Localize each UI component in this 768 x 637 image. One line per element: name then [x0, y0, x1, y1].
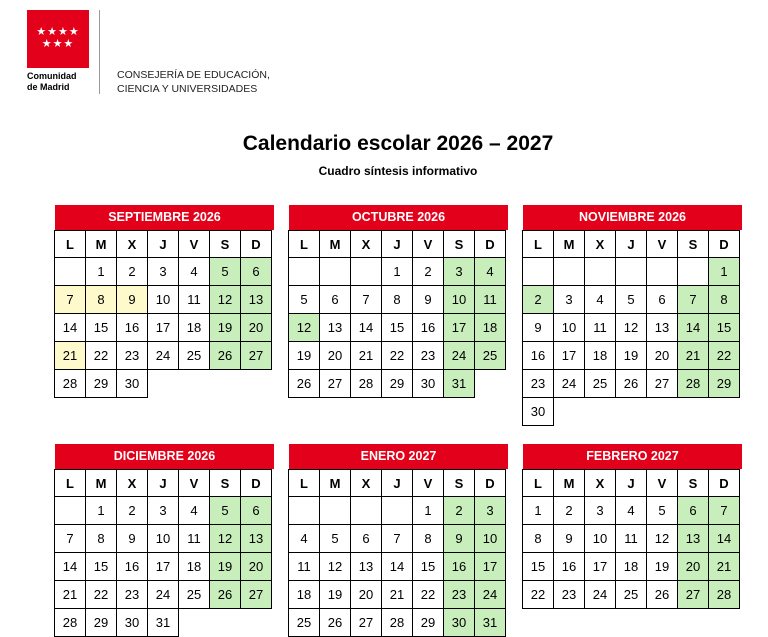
month-grid: [55, 469, 274, 637]
month-header: FEBRERO 2027: [523, 444, 742, 469]
month-grid: [523, 230, 742, 426]
page-subtitle: Cuadro síntesis informativo: [318, 164, 478, 178]
day-cell: 17: [474, 552, 506, 581]
day-cell: 28: [54, 369, 86, 398]
weekday-header: D: [474, 469, 506, 497]
day-cell: 2: [116, 496, 148, 525]
day-cell: 23: [443, 580, 475, 609]
month-header: DICIEMBRE 2026: [55, 444, 274, 469]
day-cell: 9: [522, 313, 554, 342]
header-divider: [99, 10, 100, 94]
day-cell: 18: [178, 313, 210, 342]
day-cell: 18: [584, 341, 616, 370]
blank-cell: [148, 370, 179, 398]
day-cell: 21: [54, 341, 86, 370]
page-title: Calendario escolar 2026 – 2027: [242, 132, 554, 155]
day-cell: 26: [209, 580, 241, 609]
blank-cell: [179, 370, 210, 398]
day-cell: 10: [147, 524, 179, 553]
month-calendar: [523, 444, 742, 609]
day-cell: 16: [443, 552, 475, 581]
day-cell: 27: [646, 369, 678, 398]
month-header: SEPTIEMBRE 2026: [55, 205, 274, 230]
day-cell: 20: [240, 552, 272, 581]
day-cell: 21: [54, 580, 86, 609]
day-cell: 2: [522, 285, 554, 314]
day-cell: 4: [474, 257, 506, 286]
empty-day-cell: [319, 496, 351, 525]
empty-day-cell: [553, 257, 585, 286]
weekday-header: V: [646, 469, 678, 497]
day-cell: 22: [85, 341, 117, 370]
day-cell: 23: [522, 369, 554, 398]
day-cell: 10: [474, 524, 506, 553]
day-cell: 4: [615, 496, 647, 525]
day-cell: 28: [381, 608, 413, 637]
logo-line-2: de Madrid: [27, 82, 70, 92]
day-cell: 14: [708, 524, 740, 553]
day-cell: 24: [584, 580, 616, 609]
weekday-header: L: [522, 469, 554, 497]
day-cell: 29: [708, 369, 740, 398]
day-cell: 7: [350, 285, 382, 314]
day-cell: 27: [240, 341, 272, 370]
day-cell: 3: [584, 496, 616, 525]
day-cell: 9: [116, 524, 148, 553]
logo-line-1: Comunidad: [27, 71, 77, 81]
day-cell: 20: [677, 552, 709, 581]
day-cell: 24: [553, 369, 585, 398]
day-cell: 25: [584, 369, 616, 398]
day-cell: 4: [178, 496, 210, 525]
day-cell: 7: [677, 285, 709, 314]
empty-day-cell: [522, 257, 554, 286]
month-grid: [523, 469, 742, 609]
month-calendar: [55, 205, 274, 398]
empty-day-cell: [288, 496, 320, 525]
day-cell: 25: [615, 580, 647, 609]
day-cell: 14: [54, 552, 86, 581]
weekday-header: D: [240, 230, 272, 258]
weekday-header: L: [54, 469, 86, 497]
weekday-header: M: [85, 230, 117, 258]
day-cell: 1: [381, 257, 413, 286]
day-cell: 6: [646, 285, 678, 314]
day-cell: 21: [381, 580, 413, 609]
weekday-header: X: [116, 230, 148, 258]
day-cell: 3: [553, 285, 585, 314]
day-cell: 5: [615, 285, 647, 314]
blank-cell: [554, 398, 585, 426]
day-cell: 3: [474, 496, 506, 525]
weekday-header: X: [584, 230, 616, 258]
day-cell: 29: [412, 608, 444, 637]
day-cell: 20: [319, 341, 351, 370]
day-cell: 13: [240, 524, 272, 553]
blank-cell: [241, 370, 272, 398]
day-cell: 11: [178, 524, 210, 553]
blank-cell: [616, 398, 647, 426]
empty-day-cell: [54, 496, 86, 525]
day-cell: 21: [708, 552, 740, 581]
day-cell: 11: [584, 313, 616, 342]
day-cell: 23: [553, 580, 585, 609]
weekday-header: D: [708, 230, 740, 258]
day-cell: 7: [708, 496, 740, 525]
day-cell: 15: [381, 313, 413, 342]
weekday-header: S: [677, 469, 709, 497]
day-cell: 19: [209, 552, 241, 581]
day-cell: 27: [240, 580, 272, 609]
day-cell: 4: [288, 524, 320, 553]
department-name: [117, 68, 270, 96]
empty-day-cell: [350, 257, 382, 286]
day-cell: 29: [85, 608, 117, 637]
day-cell: 27: [350, 608, 382, 637]
empty-day-cell: [350, 496, 382, 525]
blank-cell: [210, 370, 241, 398]
day-cell: 26: [209, 341, 241, 370]
day-cell: 2: [553, 496, 585, 525]
weekday-header: M: [553, 230, 585, 258]
day-cell: 26: [646, 580, 678, 609]
day-cell: 3: [147, 257, 179, 286]
day-cell: 28: [54, 608, 86, 637]
weekday-header: V: [412, 230, 444, 258]
day-cell: 19: [615, 341, 647, 370]
day-cell: 6: [240, 496, 272, 525]
weekday-header: L: [288, 469, 320, 497]
day-cell: 17: [553, 341, 585, 370]
day-cell: 1: [85, 257, 117, 286]
day-cell: 16: [522, 341, 554, 370]
day-cell: 9: [412, 285, 444, 314]
day-cell: 2: [412, 257, 444, 286]
weekday-header: J: [381, 469, 413, 497]
day-cell: 25: [474, 341, 506, 370]
day-cell: 24: [443, 341, 475, 370]
weekday-header: X: [350, 469, 382, 497]
empty-day-cell: [288, 257, 320, 286]
day-cell: 21: [350, 341, 382, 370]
day-cell: 26: [288, 369, 320, 398]
day-cell: 1: [522, 496, 554, 525]
madrid-flag-icon: [27, 10, 89, 68]
day-cell: 19: [646, 552, 678, 581]
day-cell: 12: [646, 524, 678, 553]
day-cell: 12: [615, 313, 647, 342]
day-cell: 13: [319, 313, 351, 342]
stars-icon-row1: ★★★★: [36, 26, 80, 38]
day-cell: 13: [350, 552, 382, 581]
day-cell: 16: [412, 313, 444, 342]
day-cell: 17: [443, 313, 475, 342]
weekday-header: X: [584, 469, 616, 497]
day-cell: 10: [147, 285, 179, 314]
weekday-header: L: [54, 230, 86, 258]
day-cell: 25: [288, 608, 320, 637]
day-cell: 6: [350, 524, 382, 553]
weekday-header: D: [474, 230, 506, 258]
weekday-header: J: [615, 469, 647, 497]
month-calendar: [289, 205, 508, 398]
day-cell: 12: [288, 313, 320, 342]
day-cell: 21: [677, 341, 709, 370]
day-cell: 1: [85, 496, 117, 525]
empty-day-cell: [615, 257, 647, 286]
weekday-header: D: [708, 469, 740, 497]
blank-cell: [585, 398, 616, 426]
month-header: NOVIEMBRE 2026: [523, 205, 742, 230]
day-cell: 23: [116, 341, 148, 370]
logo-text: [27, 71, 97, 93]
day-cell: 30: [116, 608, 148, 637]
day-cell: 16: [116, 313, 148, 342]
day-cell: 19: [319, 580, 351, 609]
day-cell: 15: [708, 313, 740, 342]
day-cell: 2: [443, 496, 475, 525]
day-cell: 14: [677, 313, 709, 342]
day-cell: 6: [319, 285, 351, 314]
blank-cell: [475, 370, 506, 398]
day-cell: 9: [116, 285, 148, 314]
month-calendar: [523, 205, 742, 426]
day-cell: 24: [147, 580, 179, 609]
day-cell: 11: [615, 524, 647, 553]
day-cell: 31: [147, 608, 179, 637]
day-cell: 27: [677, 580, 709, 609]
day-cell: 20: [646, 341, 678, 370]
weekday-header: M: [85, 469, 117, 497]
day-cell: 15: [522, 552, 554, 581]
day-cell: 8: [85, 285, 117, 314]
day-cell: 19: [288, 341, 320, 370]
day-cell: 17: [584, 552, 616, 581]
blank-cell: [210, 609, 241, 637]
weekday-header: D: [240, 469, 272, 497]
day-cell: 6: [240, 257, 272, 286]
day-cell: 10: [443, 285, 475, 314]
month-grid: [289, 469, 508, 637]
day-cell: 11: [288, 552, 320, 581]
day-cell: 12: [319, 552, 351, 581]
weekday-header: X: [116, 469, 148, 497]
weekday-header: X: [350, 230, 382, 258]
day-cell: 30: [116, 369, 148, 398]
empty-day-cell: [381, 496, 413, 525]
weekday-header: L: [288, 230, 320, 258]
day-cell: 14: [350, 313, 382, 342]
day-cell: 10: [553, 313, 585, 342]
day-cell: 30: [522, 397, 554, 426]
weekday-header: J: [615, 230, 647, 258]
day-cell: 28: [708, 580, 740, 609]
day-cell: 5: [209, 257, 241, 286]
day-cell: 7: [54, 285, 86, 314]
day-cell: 19: [209, 313, 241, 342]
day-cell: 7: [54, 524, 86, 553]
day-cell: 8: [412, 524, 444, 553]
day-cell: 27: [319, 369, 351, 398]
department-line-1: CONSEJERÍA DE EDUCACIÓN,: [117, 69, 270, 81]
day-cell: 28: [350, 369, 382, 398]
day-cell: 18: [615, 552, 647, 581]
day-cell: 12: [209, 285, 241, 314]
day-cell: 22: [381, 341, 413, 370]
day-cell: 22: [412, 580, 444, 609]
day-cell: 3: [443, 257, 475, 286]
day-cell: 2: [116, 257, 148, 286]
weekday-header: S: [209, 230, 241, 258]
month-grid: [55, 230, 274, 398]
day-cell: 12: [209, 524, 241, 553]
weekday-header: V: [646, 230, 678, 258]
day-cell: 24: [474, 580, 506, 609]
day-cell: 14: [54, 313, 86, 342]
day-cell: 31: [443, 369, 475, 398]
day-cell: 4: [178, 257, 210, 286]
day-cell: 22: [708, 341, 740, 370]
day-cell: 7: [381, 524, 413, 553]
day-cell: 8: [522, 524, 554, 553]
day-cell: 26: [319, 608, 351, 637]
blank-cell: [179, 609, 210, 637]
empty-day-cell: [584, 257, 616, 286]
blank-cell: [678, 398, 709, 426]
day-cell: 3: [147, 496, 179, 525]
day-cell: 8: [381, 285, 413, 314]
day-cell: 1: [412, 496, 444, 525]
day-cell: 5: [288, 285, 320, 314]
day-cell: 13: [646, 313, 678, 342]
day-cell: 9: [443, 524, 475, 553]
month-calendar: [55, 444, 274, 637]
day-cell: 15: [85, 552, 117, 581]
day-cell: 9: [553, 524, 585, 553]
blank-cell: [241, 609, 272, 637]
day-cell: 22: [85, 580, 117, 609]
month-grid: [289, 230, 508, 398]
day-cell: 16: [116, 552, 148, 581]
day-cell: 26: [615, 369, 647, 398]
day-cell: 10: [584, 524, 616, 553]
day-cell: 30: [412, 369, 444, 398]
weekday-header: V: [178, 469, 210, 497]
day-cell: 28: [677, 369, 709, 398]
day-cell: 22: [522, 580, 554, 609]
day-cell: 23: [412, 341, 444, 370]
day-cell: 1: [708, 257, 740, 286]
weekday-header: J: [147, 230, 179, 258]
day-cell: 6: [677, 496, 709, 525]
day-cell: 11: [474, 285, 506, 314]
weekday-header: J: [147, 469, 179, 497]
day-cell: 13: [677, 524, 709, 553]
day-cell: 5: [646, 496, 678, 525]
weekday-header: S: [443, 230, 475, 258]
empty-day-cell: [319, 257, 351, 286]
day-cell: 14: [381, 552, 413, 581]
stars-icon-row2: ★★★: [41, 38, 75, 50]
comunidad-madrid-logo: [27, 10, 89, 96]
department-line-2: CIENCIA Y UNIVERSIDADES: [117, 83, 258, 95]
day-cell: 24: [147, 341, 179, 370]
empty-day-cell: [677, 257, 709, 286]
day-cell: 15: [412, 552, 444, 581]
day-cell: 31: [474, 608, 506, 637]
day-cell: 20: [350, 580, 382, 609]
day-cell: 17: [147, 552, 179, 581]
weekday-header: V: [412, 469, 444, 497]
month-header: ENERO 2027: [289, 444, 508, 469]
month-header: OCTUBRE 2026: [289, 205, 508, 230]
day-cell: 13: [240, 285, 272, 314]
day-cell: 25: [178, 341, 210, 370]
weekday-header: S: [677, 230, 709, 258]
empty-day-cell: [646, 257, 678, 286]
day-cell: 5: [319, 524, 351, 553]
day-cell: 11: [178, 285, 210, 314]
blank-cell: [647, 398, 678, 426]
day-cell: 29: [381, 369, 413, 398]
weekday-header: M: [319, 230, 351, 258]
weekday-header: S: [209, 469, 241, 497]
weekday-header: S: [443, 469, 475, 497]
day-cell: 23: [116, 580, 148, 609]
day-cell: 8: [708, 285, 740, 314]
day-cell: 25: [178, 580, 210, 609]
day-cell: 18: [178, 552, 210, 581]
weekday-header: M: [319, 469, 351, 497]
weekday-header: J: [381, 230, 413, 258]
day-cell: 18: [474, 313, 506, 342]
day-cell: 18: [288, 580, 320, 609]
day-cell: 8: [85, 524, 117, 553]
weekday-header: V: [178, 230, 210, 258]
empty-day-cell: [54, 257, 86, 286]
day-cell: 17: [147, 313, 179, 342]
month-calendar: [289, 444, 508, 637]
day-cell: 15: [85, 313, 117, 342]
day-cell: 5: [209, 496, 241, 525]
day-cell: 29: [85, 369, 117, 398]
day-cell: 30: [443, 608, 475, 637]
blank-cell: [709, 398, 740, 426]
weekday-header: L: [522, 230, 554, 258]
day-cell: 4: [584, 285, 616, 314]
day-cell: 20: [240, 313, 272, 342]
weekday-header: M: [553, 469, 585, 497]
day-cell: 16: [553, 552, 585, 581]
